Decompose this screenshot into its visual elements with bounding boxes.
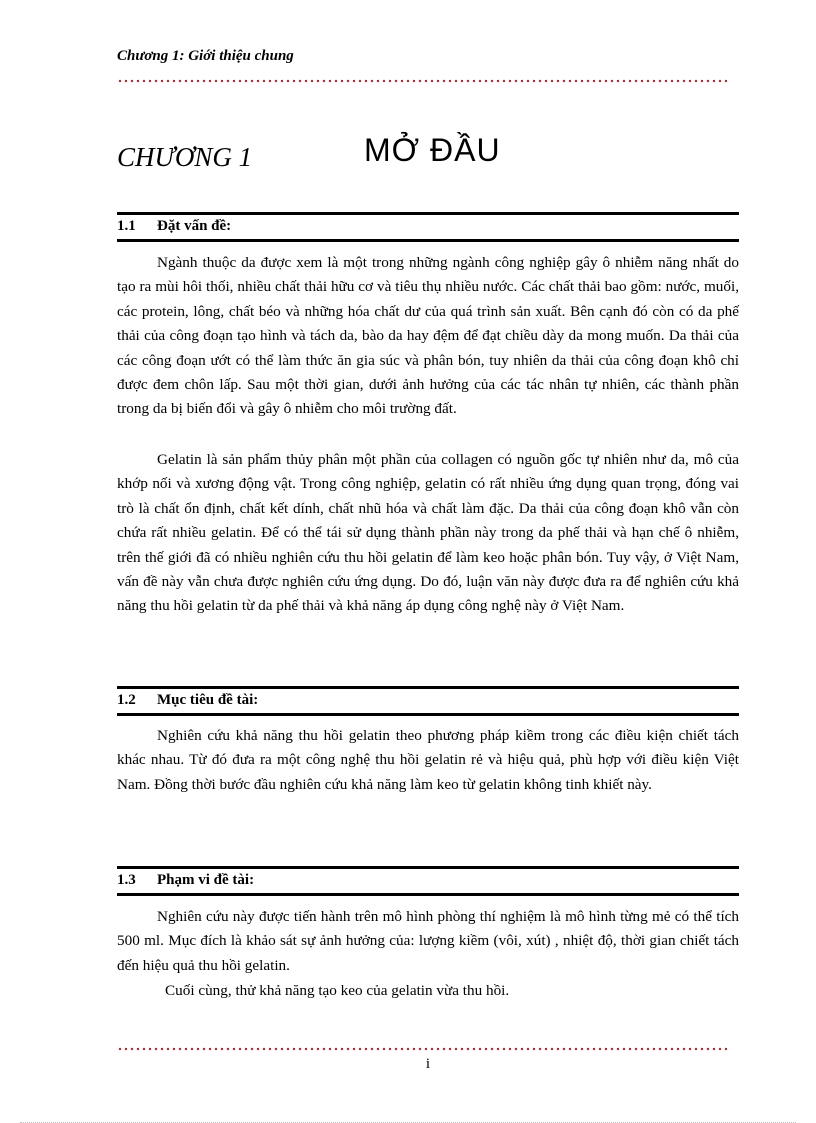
section-title: Phạm vi đề tài: xyxy=(157,872,255,888)
paragraph: Nghiên cứu khả năng thu hồi gelatin theo phương pháp kiềm trong các điều kiện chiết tách khác nhau. Từ đó đưa ra một công nghệ thu hồi gelatin rẻ và hiệu quả, phù hợp với điều kiện Việt Nam. Đồng thời bước đầu nghiên cứu khả năng làm keo từ gelatin không tinh khiết này. xyxy=(117,727,739,793)
footer-dotted-rule xyxy=(117,1047,729,1051)
section-title: Đặt vấn đề: xyxy=(157,218,232,234)
chapter-title: MỞ ĐẦU xyxy=(364,132,501,168)
section-heading-1-2 xyxy=(117,686,739,716)
paragraph: Nghiên cứu này được tiến hành trên mô hình phòng thí nghiệm là mô hình từng mẻ có thể tích 500 ml. Mục đích là khảo sát sự ảnh hưởng của: lượng kiềm (vôi, xút) , nhiệt độ, thời gian chiết tách đến hiệu quả thu hồi gelatin. xyxy=(117,908,739,974)
paragraph: Cuối cùng, thử khả năng tạo keo của gelatin vừa thu hồi. xyxy=(165,982,510,999)
section-title: Mục tiêu đề tài: xyxy=(157,692,259,708)
header-dotted-rule xyxy=(117,79,729,83)
page-number: i xyxy=(425,1056,431,1072)
chapter-number: CHƯƠNG 1 xyxy=(117,142,253,172)
section-number: 1.1 xyxy=(117,218,136,234)
section-heading-1-1 xyxy=(117,212,739,242)
section-heading-1-3 xyxy=(117,866,739,896)
chapter-heading xyxy=(117,128,737,178)
running-header: Chương 1: Giới thiệu chung xyxy=(117,48,294,64)
section-number: 1.3 xyxy=(117,872,136,888)
paragraph: Ngành thuộc da được xem là một trong những ngành công nghiệp gây ô nhiễm năng nhất do tạo ra mùi hôi thối, nhiều chất thải hữu cơ và tiêu thụ nhiều nước. Các chất thải bao gồm: nước, muối, các protein, lông, chất béo và những hóa chất dư của quá trình sản xuất. Bên cạnh đó còn có da phế thải của công đoạn tạo hình và tách da, bào da hay đệm để đạt chiều dày da mong muốn. Da thải của các công đoạn ướt có thể làm thức ăn gia súc và phân bón, tuy nhiên da thải của công đoạn khô chỉ được đem chôn lấp. Sau một thời gian, dưới ảnh hưởng của các tác nhân tự nhiên, các thành phần trong da bị biến đổi và gây ô nhiễm cho môi trường đất. xyxy=(117,254,739,418)
section-number: 1.2 xyxy=(117,692,136,708)
paragraph: Gelatin là sản phẩm thủy phân một phần của collagen có nguồn gốc tự nhiên như da, mô của khớp nối và xương động vật. Trong công nghiệp, gelatin có rất nhiều ứng dụng quan trọng, đóng vai trò là chất ổn định, chất kết dính, chất nhũ hóa và chất làm đặc. Da thải của công đoạn khô vẫn còn chứa rất nhiều gelatin. Để có thể tái sử dụng thành phần này trong da phế thải và hạn chế ô nhiễm, trên thế giới đã có nhiều nghiên cứu thu hồi gelatin để làm keo hoặc phân bón. Tuy vậy, ở Việt Nam, vấn đề này vẫn chưa được nghiên cứu ứng dụng. Do đó, luận văn này được đưa ra để nghiên cứu khả năng thu hồi gelatin từ da phế thải và khả năng áp dụng công nghệ này ở Việt Nam. xyxy=(117,451,739,615)
